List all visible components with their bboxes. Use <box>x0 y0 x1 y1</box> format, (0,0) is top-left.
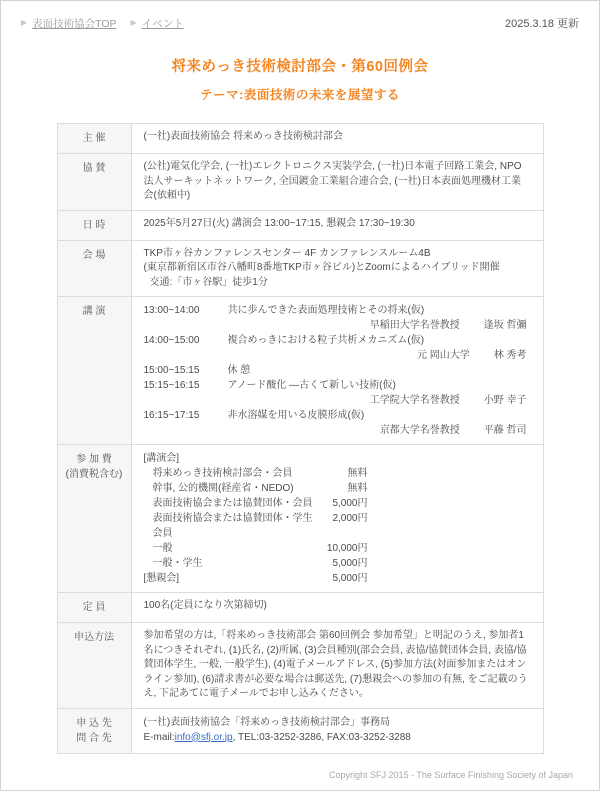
table-row-datetime <box>58 210 543 240</box>
talk-time: 15:15~16:15 <box>143 380 200 391</box>
table-row-contact <box>58 708 543 753</box>
row-label-apply: 申込方法 <box>58 623 132 708</box>
row-label-datetime: 日 時 <box>58 211 132 240</box>
fee-item-label: 表面技術協会または協賛団体・学生会員 <box>152 513 313 539</box>
row-content-capacity: 100名(定員になり次第締切) <box>143 600 267 611</box>
talk-speaker-org: 早稲田大学名誉教授 <box>369 320 460 331</box>
row-label-program: 講 演 <box>58 297 132 444</box>
talk-title: 休 憩 <box>227 365 251 376</box>
breadcrumb <box>21 16 184 31</box>
updated-date: 2025.3.18 更新 <box>505 18 579 30</box>
talk-speaker-org: 工学院大学名誉教授 <box>369 395 460 406</box>
table-row-venue <box>58 240 543 297</box>
breadcrumb-item-events <box>131 16 184 31</box>
talk-time: 13:00~14:00 <box>143 305 200 316</box>
table-row-sponsor <box>58 153 543 210</box>
table-row-fee <box>58 444 543 592</box>
title-block <box>1 55 599 103</box>
row-content-fee <box>132 445 543 592</box>
talk-speaker <box>144 348 531 363</box>
fee-item-price: 2,000円 <box>332 513 368 524</box>
breadcrumb-arrow-icon: ▶ <box>130 18 137 27</box>
tel-fax-text: , TEL:03-3252-3286, FAX:03-3252-3288 <box>232 731 411 743</box>
breadcrumb-top-link[interactable]: 表面技術協会TOP <box>32 17 117 30</box>
topbar <box>1 13 599 31</box>
table-row-apply <box>58 622 543 708</box>
row-content-apply: 参加希望の方は,「将来めっき技術部会 第60回例会 参加希望」と明記のうえ, 参加者1名につきそれぞれ, (1)氏名, (2)所属, (3)会員種別(部会会員, 表協/協賛団体会員, 表協/協賛団体学生, 一般, 一般学生), (4)電子メールアドレス, (5)参加方法(対面参加またはオンライン参加), (6)請求書が必要な場合は郵送先, (7)懇親会への参加の有無, をご記載のうえ, 下記あてに電子メールでお申し込みください。 <box>143 630 528 699</box>
row-content-datetime: 2025年5月27日(火) 講演会 13:00~17:15, 懇親会 17:30~19:30 <box>143 217 415 229</box>
fee-item-price: 5,000円 <box>332 558 368 569</box>
talk-title: 共に歩んできた表面処理技術とその将来(仮) <box>227 305 425 316</box>
breadcrumb-arrow-icon: ▶ <box>21 18 28 27</box>
talk-speaker <box>144 318 531 333</box>
talk-speaker <box>144 393 531 408</box>
fee-item-label: 一般・学生 <box>152 558 203 569</box>
talk-item <box>144 408 531 438</box>
talk-speaker-name: 林 秀考 <box>493 350 527 361</box>
fee-label-note: (消費税含む) <box>65 469 123 480</box>
talk-title: 非水溶媒を用いる皮膜形成(仮) <box>227 410 365 421</box>
talk-item-break <box>144 363 531 378</box>
info-table <box>57 123 544 754</box>
row-label-fee <box>58 445 132 592</box>
contact-label-inquiry: 問 合 先 <box>76 732 112 744</box>
venue-line: (東京都新宿区市谷八幡町8番地TKP市ヶ谷ビル)とZoomによるハイブリッド開催 <box>143 262 500 273</box>
table-row-capacity <box>58 592 543 622</box>
talk-title: アノード酸化 ―古くて新しい技術(仮) <box>227 380 396 391</box>
row-label-capacity: 定 員 <box>58 593 132 622</box>
row-content-venue <box>132 241 543 297</box>
talk-time: 15:00~15:15 <box>143 365 200 376</box>
row-label-venue: 会 場 <box>58 241 132 297</box>
page-subtitle: テーマ:表面技術の未来を展望する <box>200 88 400 102</box>
fee-label: 参 加 費 <box>76 454 112 465</box>
contact-label-apply-to: 申 込 先 <box>76 717 112 729</box>
fee-item-label: 幹事, 公的機関(経産省・NEDO) <box>152 483 294 494</box>
row-content-contact <box>132 709 543 753</box>
table-row-organizer <box>58 124 543 153</box>
row-content-sponsor: (公社)電気化学会, (一社)エレクトロニクス実装学会, (一社)日本電子回路工業会, NPO法人サーキットネットワーク, 全国鍍金工業組合連合会, (一社)日本表面処理機材工業会(依頼中) <box>143 161 522 201</box>
contact-office-line: (一社)表面技術協会「将来めっき技術検討部会」事務局 <box>143 716 391 728</box>
venue-line: TKP市ヶ谷カンファレンスセンター 4F カンファレンスルーム4B <box>143 247 431 259</box>
table-row-program <box>58 296 543 444</box>
fee-item-price: 5,000円 <box>332 498 368 509</box>
talk-item <box>144 303 531 333</box>
talk-speaker-name: 平藤 哲司 <box>483 425 527 436</box>
talk-time: 16:15~17:15 <box>143 410 200 421</box>
contact-detail-line <box>144 730 531 745</box>
row-content-organizer: (一社)表面技術協会 将来めっき技術検討部会 <box>143 131 343 142</box>
fee-item-price: 10,000円 <box>326 543 368 554</box>
talk-speaker-org: 元 岡山大学 <box>416 350 470 361</box>
row-content-program <box>132 297 543 444</box>
fee-item <box>144 511 368 541</box>
fee-item-label: 将来めっき技術検討部会・会員 <box>152 468 293 479</box>
fee-item <box>144 556 368 571</box>
talk-speaker-org: 京都大学名誉教授 <box>379 425 460 436</box>
page-title: 将来めっき技術検討部会・第60回例会 <box>171 59 429 75</box>
talk-speaker <box>144 423 531 438</box>
email-prefix: E-mail: <box>143 731 175 743</box>
talk-item <box>144 333 531 363</box>
fee-item <box>144 481 368 496</box>
venue-access-line: 交通:「市ヶ谷駅」徒歩1分 <box>149 276 268 288</box>
breadcrumb-events-link[interactable]: イベント <box>141 17 184 30</box>
fee-item <box>144 466 368 481</box>
talk-time: 14:00~15:00 <box>143 335 200 346</box>
fee-section-lecture: [講演会] <box>143 453 180 464</box>
talk-speaker-name: 小野 幸子 <box>483 395 527 406</box>
fee-item <box>144 541 368 556</box>
fee-item <box>144 496 368 511</box>
talk-speaker-name: 逢坂 哲彌 <box>483 320 527 331</box>
talk-item <box>144 378 531 408</box>
fee-item-price: 無料 <box>347 468 368 479</box>
row-label-sponsor: 協 賛 <box>58 154 132 210</box>
fee-party-price: 5,000円 <box>332 573 368 584</box>
fee-item-price: 無料 <box>347 483 368 494</box>
email-link[interactable]: info@sfj.or.jp <box>174 731 233 743</box>
fee-section-party: [懇親会] 5,000円 <box>143 573 368 584</box>
breadcrumb-item-top <box>21 16 117 31</box>
row-label-contact <box>58 709 132 753</box>
talk-title: 複合めっきにおける粒子共析メカニズム(仮) <box>227 335 425 346</box>
footer-copyright: Copyright SFJ 2015 - The Surface Finishing Society of Japan <box>329 769 573 780</box>
fee-item-label: 一般 <box>152 543 173 554</box>
fee-item-label: 表面技術協会または協賛団体・会員 <box>152 498 313 509</box>
row-label-organizer: 主 催 <box>58 124 132 153</box>
